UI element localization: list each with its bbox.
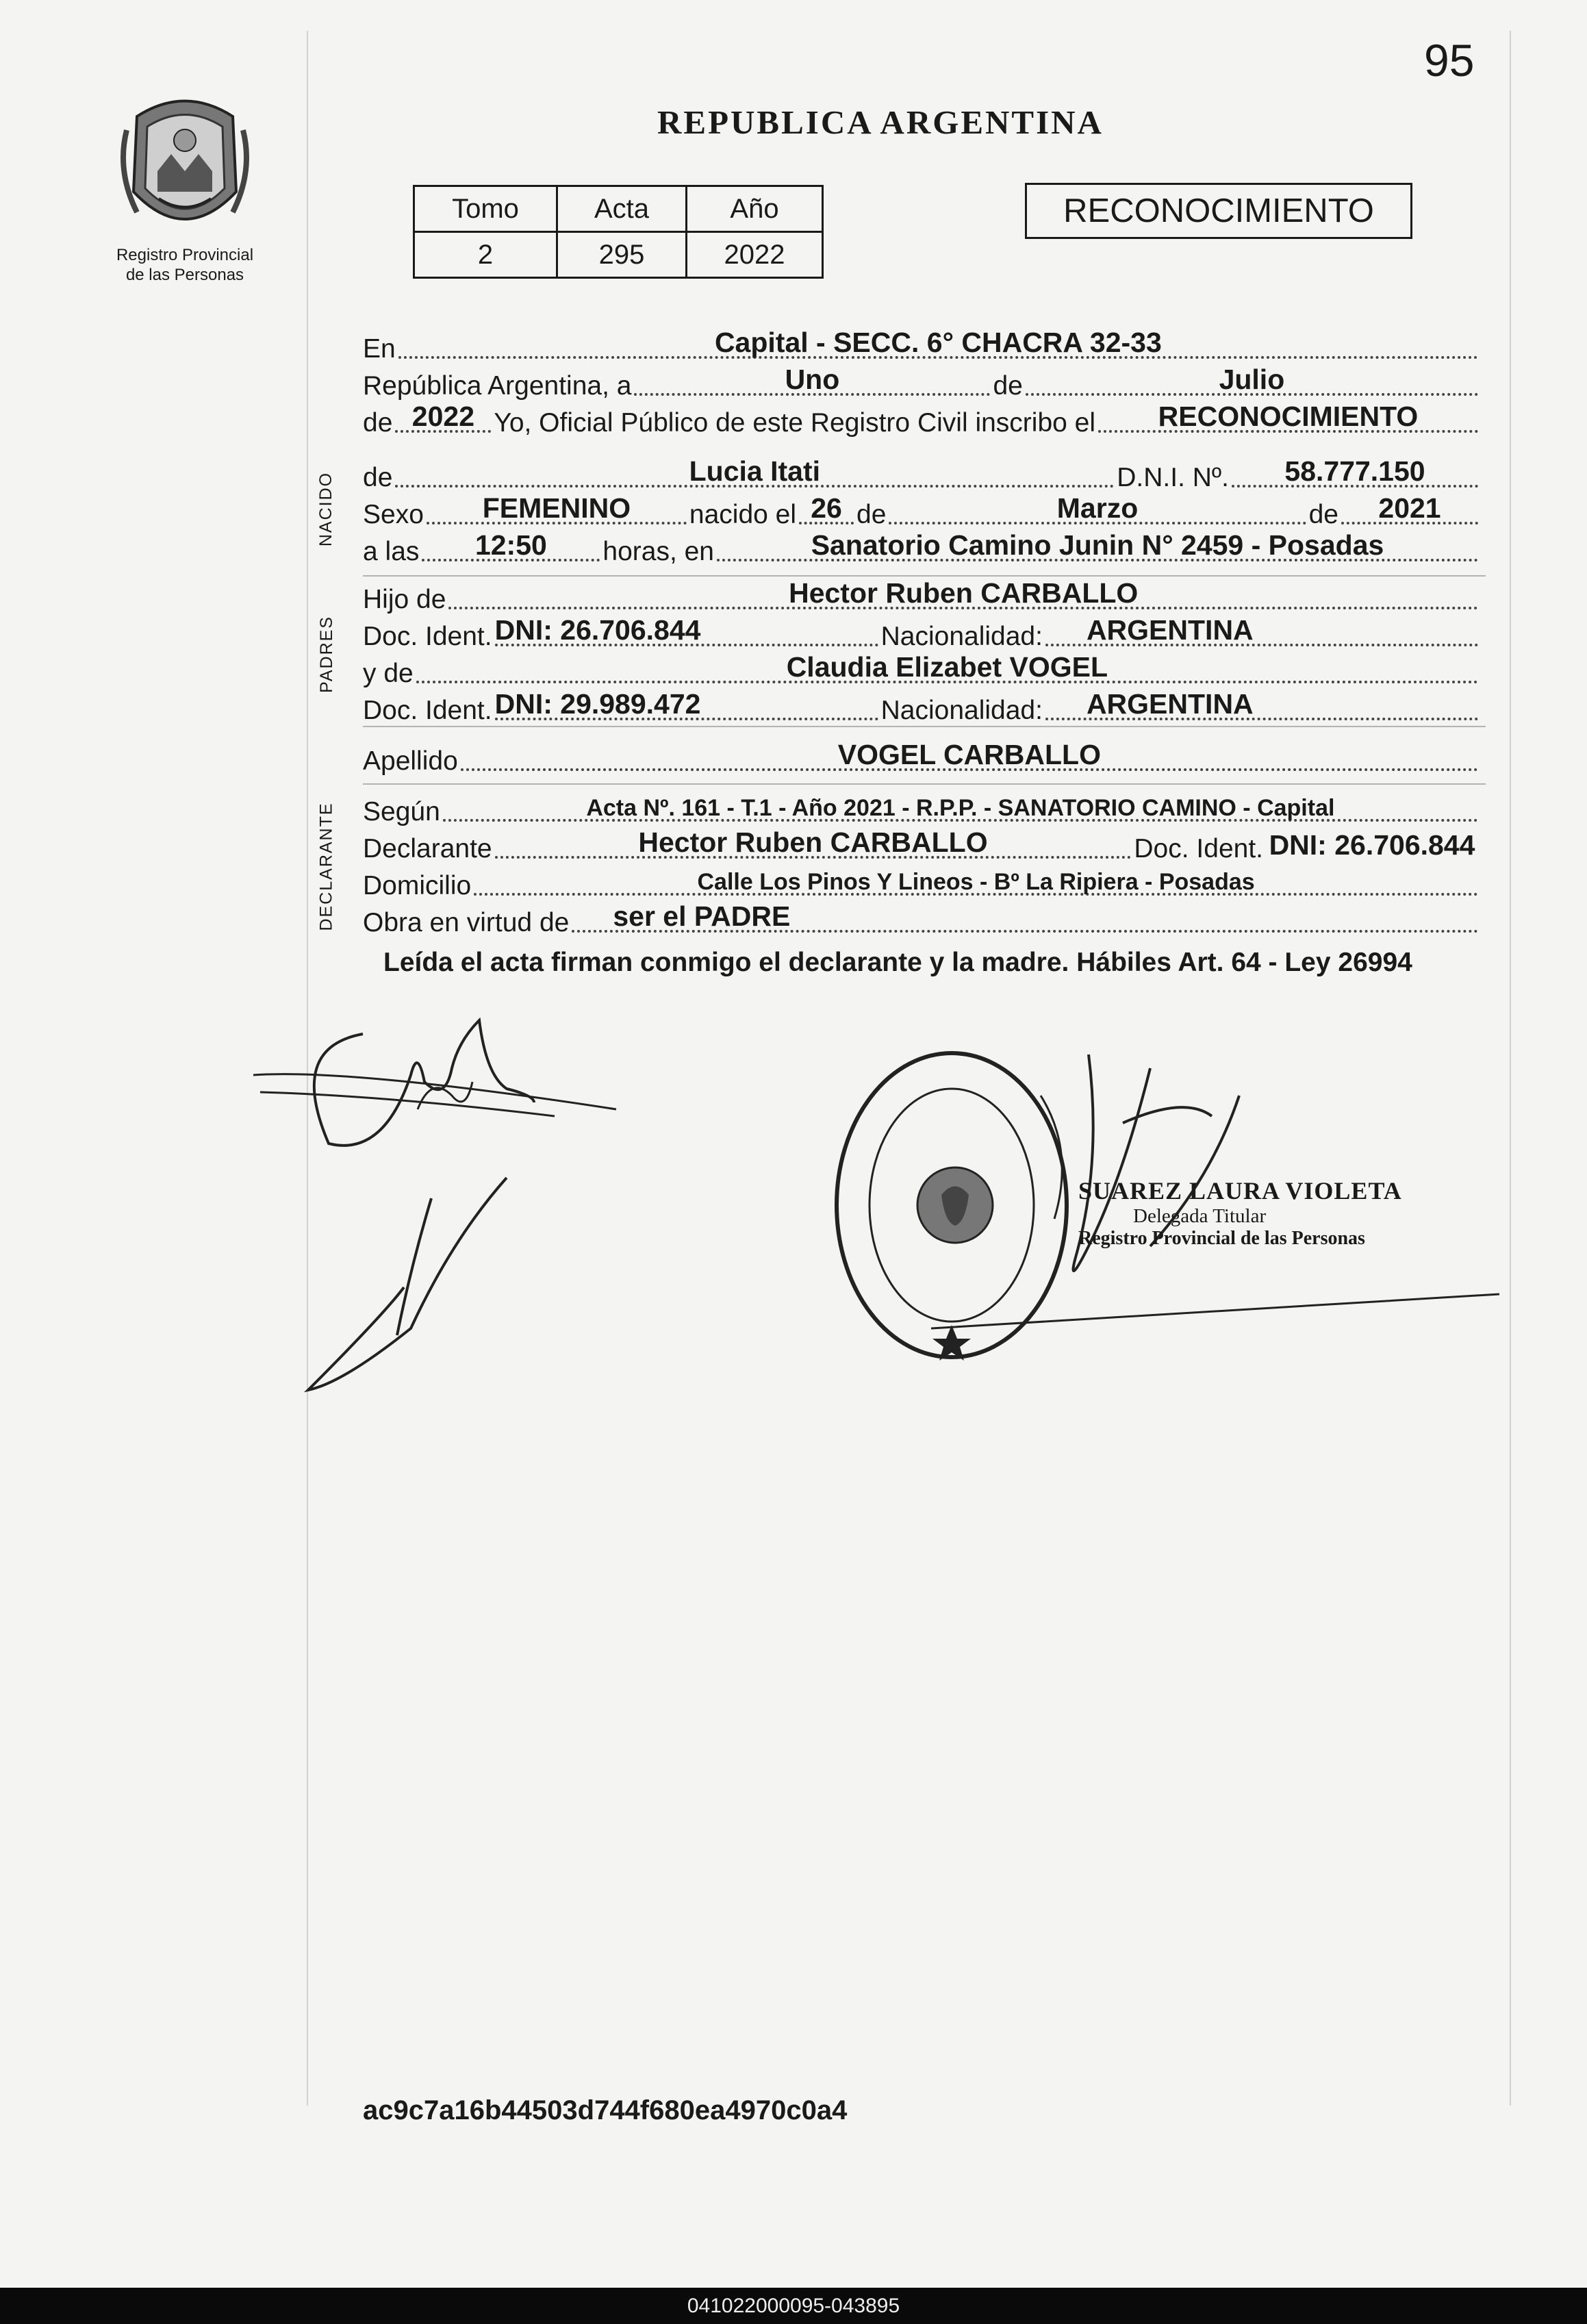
row-inscripcion <box>363 403 1481 440</box>
madre-nac-field <box>1045 681 1478 720</box>
segun-label: Según <box>363 797 440 826</box>
nac-mes-value: Marzo <box>1056 492 1139 524</box>
lugar-nac-field <box>717 522 1478 561</box>
document-title: REPUBLICA ARGENTINA <box>657 103 1104 141</box>
de-anio-label: de <box>363 408 393 438</box>
nac-anio-value: 2021 <box>1378 492 1441 524</box>
document-type-box: RECONOCIMIENTO <box>1025 183 1412 239</box>
registry-name <box>82 245 288 285</box>
side-label-padres <box>309 589 344 719</box>
acta-value: 295 <box>557 232 687 278</box>
org-line-2: de las Personas <box>125 266 244 284</box>
stamp-org: Registro Provincial de las Personas <box>1078 1228 1365 1249</box>
row-obra <box>363 902 1481 939</box>
padre-nac-field <box>1045 607 1478 646</box>
inscripcion-field <box>1098 393 1478 433</box>
madre-nac-value: ARGENTINA <box>1086 688 1254 720</box>
side-label-declarante-text: DECLARANTE <box>316 801 336 931</box>
madre-value: Claudia Elizabet VOGEL <box>786 651 1108 683</box>
nombre-label: de <box>363 463 393 492</box>
en-label: En <box>363 334 396 364</box>
stamp-role: Delegada Titular <box>1133 1205 1267 1227</box>
sexo-label: Sexo <box>363 500 424 529</box>
padre-nac-label: Nacionalidad: <box>880 622 1043 651</box>
de-label: de <box>993 371 1023 401</box>
horas-label: horas, en <box>602 537 714 566</box>
domicilio-label: Domicilio <box>363 871 472 900</box>
row-madre-doc <box>363 690 1481 727</box>
madre-field <box>416 644 1478 683</box>
nac-mes-field <box>889 485 1306 525</box>
nac-dia-field <box>799 485 854 525</box>
decl-doc-value: DNI: 26.706.844 <box>1269 829 1475 861</box>
madre-doc-field <box>495 681 878 720</box>
declarante-label: Declarante <box>363 834 492 863</box>
dni-label: D.N.I. Nº. <box>1117 463 1229 492</box>
anio-value: 2022 <box>687 232 823 278</box>
side-label-declarante <box>309 794 344 938</box>
dni-value: 58.777.150 <box>1284 455 1425 487</box>
anio-header: Año <box>687 186 823 232</box>
separator <box>363 726 1486 727</box>
dni-field <box>1232 448 1478 488</box>
obra-label: Obra en virtud de <box>363 908 570 937</box>
signature-declarante <box>246 993 630 1404</box>
anio-value: 2022 <box>411 401 474 432</box>
provincial-seal-icon <box>116 89 253 253</box>
row-hora <box>363 531 1481 568</box>
declarante-value: Hector Ruben CARBALLO <box>638 826 988 858</box>
dia-field <box>634 356 990 396</box>
acta-table-value-row <box>414 232 823 278</box>
tomo-header: Tomo <box>414 186 557 232</box>
padre-nac-value: ARGENTINA <box>1086 614 1254 646</box>
mes-field <box>1026 356 1478 396</box>
en-field <box>398 319 1478 359</box>
side-label-nacido <box>309 457 344 560</box>
nacido-label: nacido el <box>689 500 797 529</box>
padre-value: Hector Ruben CARBALLO <box>789 577 1139 609</box>
hora-value: 12:50 <box>474 529 547 561</box>
madre-nac-label: Nacionalidad: <box>880 696 1043 725</box>
alas-label: a las <box>363 537 420 566</box>
oficial-label: Yo, Oficial Público de este Registro Civil inscribo el <box>494 408 1096 438</box>
sexo-value: FEMENINO <box>482 492 631 524</box>
madre-doc-label: Doc. Ident. <box>363 696 492 725</box>
domicilio-field <box>474 856 1478 896</box>
padre-doc-field <box>495 607 878 646</box>
document-hash: ac9c7a16b44503d744f680ea4970c0a4 <box>363 2095 848 2125</box>
footer-code: 041022000095-043895 <box>0 2288 1587 2324</box>
nac-dia-value: 26 <box>811 492 842 524</box>
stamp-name: SUAREZ LAURA VIOLETA <box>1078 1177 1402 1204</box>
anio-field <box>395 393 491 433</box>
stamp-signature-block <box>1078 1176 1402 1250</box>
org-line-1: Registro Provincial <box>116 246 254 264</box>
nac-de2-label: de <box>1308 500 1338 529</box>
decl-doc-label: Doc. Ident. <box>1134 834 1263 863</box>
acta-table-header-row <box>414 186 823 232</box>
official-stamp-icon <box>828 1048 1075 1363</box>
inscripcion-value: RECONOCIMIENTO <box>1158 401 1419 432</box>
nac-de1-label: de <box>856 500 887 529</box>
obra-value: ser el PADRE <box>613 900 791 932</box>
segun-value: Acta Nº. 161 - T.1 - Año 2021 - R.P.P. - SANATORIO CAMINO - Capital <box>586 795 1335 821</box>
apellido-label: Apellido <box>363 746 458 776</box>
page-number: 95 <box>1424 35 1475 86</box>
obra-field <box>572 893 1478 933</box>
hora-field <box>422 522 600 561</box>
dia-value: Uno <box>785 364 840 395</box>
padre-doc-value: DNI: 26.706.844 <box>494 614 701 646</box>
lugar-nac-value: Sanatorio Camino Junin N° 2459 - Posadas <box>811 529 1384 561</box>
tomo-value: 2 <box>414 232 557 278</box>
side-label-nacido-text: NACIDO <box>316 471 336 546</box>
declarante-field <box>495 819 1132 859</box>
row-apellido <box>363 741 1481 778</box>
segun-field <box>443 782 1478 822</box>
acta-header: Acta <box>557 186 687 232</box>
apellido-value: VOGEL CARBALLO <box>837 739 1101 770</box>
closing-statement: Leída el acta firman conmigo el declarante y la madre. Hábiles Art. 64 - Ley 26994 <box>383 948 1412 977</box>
nombre-field <box>395 448 1114 488</box>
domicilio-value: Calle Los Pinos Y Lineos - Bº La Ripiera - Posadas <box>697 869 1255 895</box>
nombre-value: Lucia Itati <box>689 455 820 487</box>
padre-field <box>448 570 1478 609</box>
mes-value: Julio <box>1219 364 1285 395</box>
apellido-field <box>461 731 1478 771</box>
yde-label: y de <box>363 659 414 688</box>
hijo-label: Hijo de <box>363 585 446 614</box>
republica-label: República Argentina, a <box>363 371 632 401</box>
decl-doc-field <box>1266 822 1478 859</box>
acta-table <box>413 185 824 279</box>
en-value: Capital - SECC. 6° CHACRA 32-33 <box>714 327 1162 358</box>
sexo-field <box>427 485 687 525</box>
madre-doc-value: DNI: 29.989.472 <box>494 688 701 720</box>
side-label-padres-text: PADRES <box>316 615 336 693</box>
nac-anio-field <box>1341 485 1478 525</box>
padre-doc-label: Doc. Ident. <box>363 622 492 651</box>
